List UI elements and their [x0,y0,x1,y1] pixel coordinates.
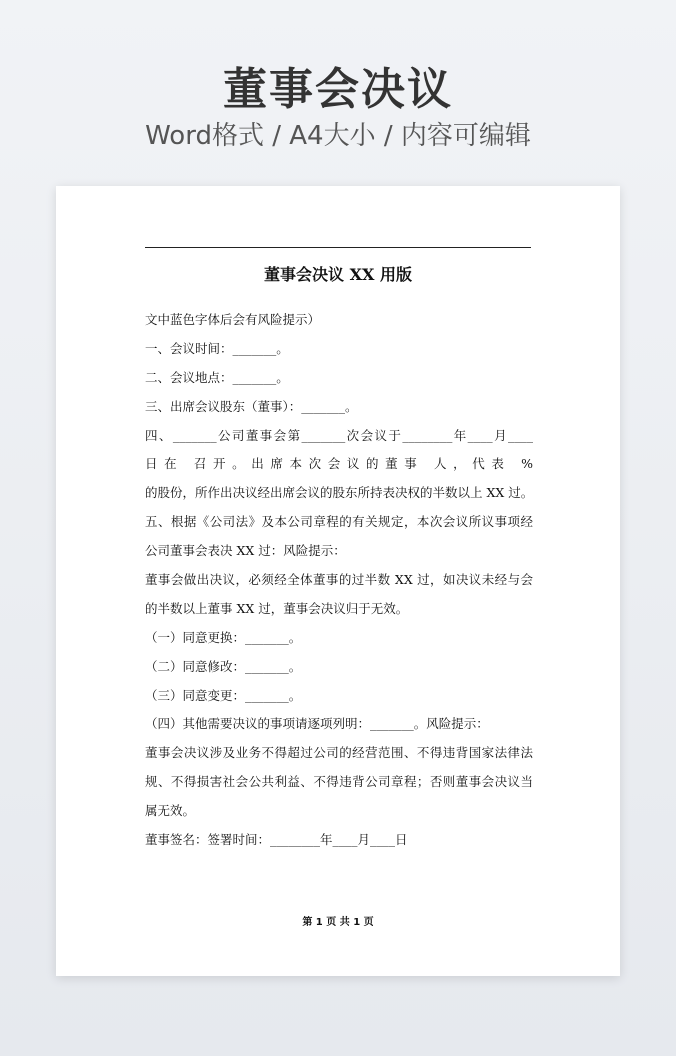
page-footer: 第 1 页 共 1 页 [302,917,374,928]
body-line: 三、出席会议股东（董事）：_______。 [145,398,358,414]
banner-subtitle: Word格式 / A4大小 / 内容可编辑 [145,121,531,151]
banner-title: 董事会决议 [223,64,453,115]
body-line: 董事会决议涉及业务不得超过公司的经营范围、不得违背国家法律法 [145,745,533,761]
body-line: 的半数以上董事 XX 过，董事会决议归于无效。 [145,600,409,616]
document-page [56,186,620,976]
body-line: 规、不得损害社会公共利益、不得违背公司章程；否则董事会决议当 [145,774,533,790]
body-line: 五、根据《公司法》及本公司章程的有关规定，本次会议所议事项经 [145,514,533,530]
document-title: 董事会决议 XX 用版 [264,265,412,284]
body-line: 公司董事会表决 XX 过：风险提示： [145,543,346,559]
body-line: 二、会议地点：_______。 [145,369,289,385]
body-line: （三）同意变更：_______。 [145,687,302,703]
document-body [145,306,533,855]
body-line: 的股份，所作出决议经出席会议的股东所持表决权的半数以上 XX 过。 [145,485,533,501]
body-line: （二）同意修改：_______。 [145,658,302,674]
body-line: 文中蓝色字体后会有风险提示） [145,312,321,327]
body-line: 日在 召开。出席本次会议的董事 人，代表 % [145,456,533,472]
body-line: 一、会议时间：_______。 [145,340,289,356]
body-line: 四、_______公司董事会第_______次会议于________年____月____ [145,427,533,443]
header-rule [145,247,531,248]
body-line: （四）其他需要决议的事项请逐项列明：_______。风险提示： [145,716,489,732]
body-line: 董事会做出决议，必须经全体董事的过半数 XX 过，如决议未经与会 [145,572,533,588]
body-line: （一）同意更换：_______。 [145,629,302,645]
body-line: 属无效。 [145,803,196,819]
body-line: 董事签名：签署时间：________年____月____日 [145,832,408,848]
